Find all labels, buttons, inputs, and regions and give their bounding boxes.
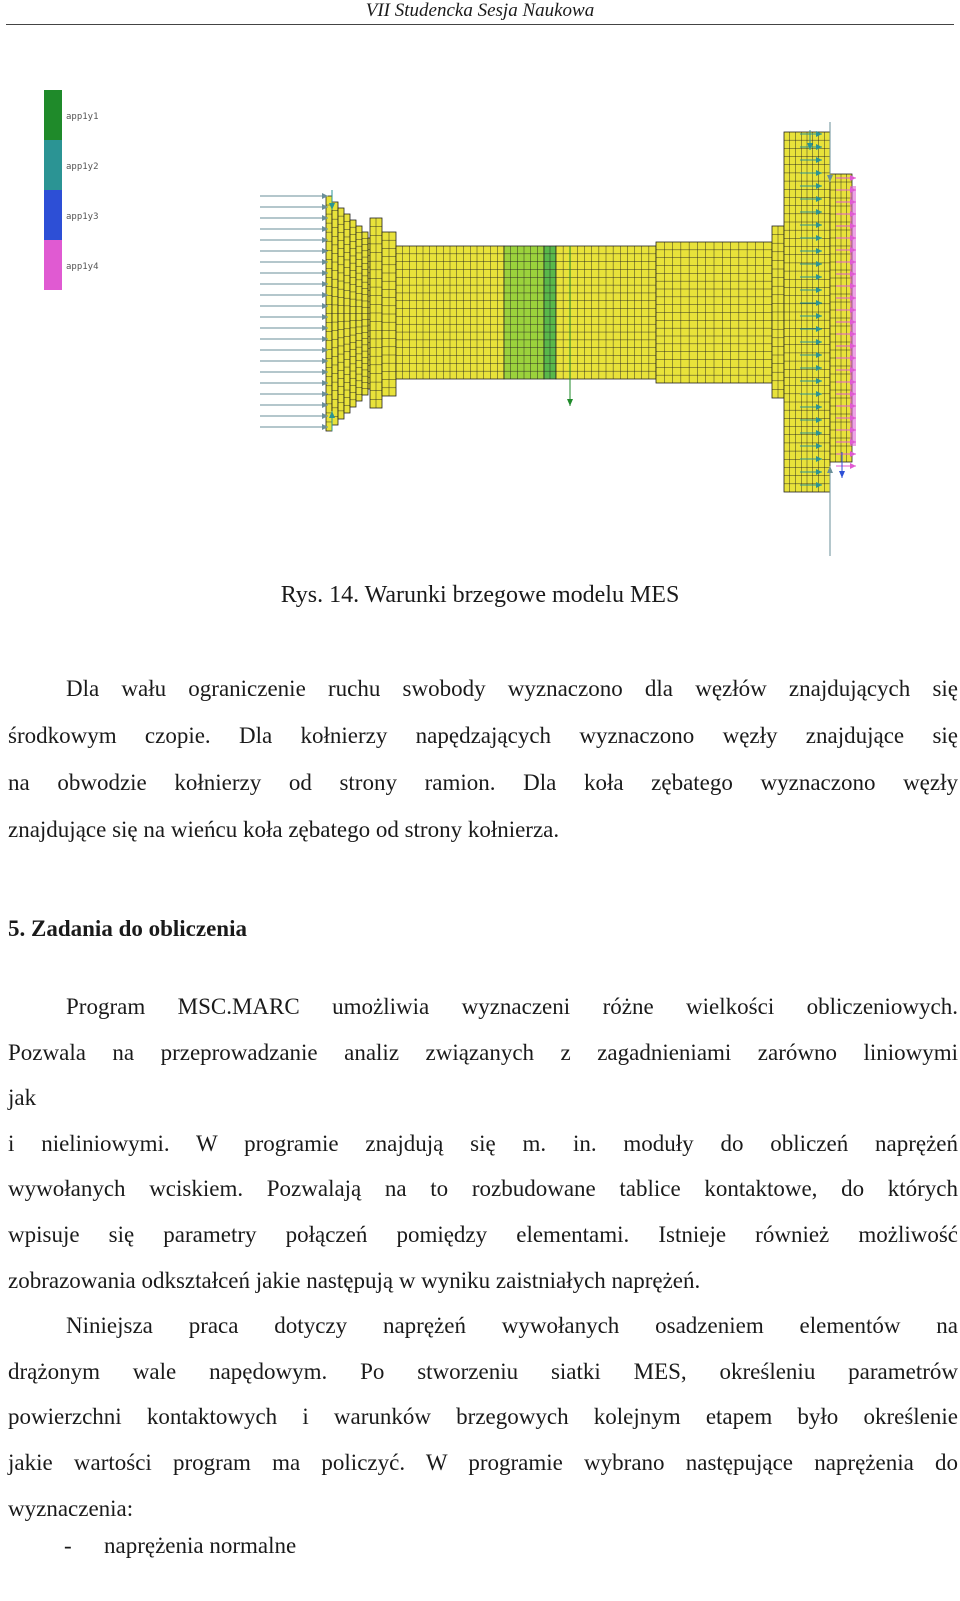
legend-label: app1y1 <box>66 112 99 122</box>
list-bullet: - <box>64 1533 72 1558</box>
figure-caption: Rys. 14. Warunki brzegowe modelu MES <box>280 582 680 608</box>
text-line: Niniejsza praca dotyczy naprężeń wywołanych osadzeniem elementów na <box>66 1313 958 1339</box>
list-item <box>8 1533 296 1559</box>
paragraph-boundary-conditions <box>8 665 958 853</box>
text-line: i nieliniowymi. W programie znajdują się m. in. moduły do obliczeń naprężeń <box>8 1130 958 1156</box>
legend-label: app1y2 <box>66 162 99 172</box>
legend-swatch <box>44 190 62 240</box>
legend-swatch <box>44 140 62 190</box>
legend-swatch <box>44 90 62 140</box>
header-rule <box>6 24 954 25</box>
text-line: na obwodzie kołnierzy od strony ramion. Dla koła zębatego wyznaczono węzły <box>8 770 958 795</box>
list-item-text: naprężenia normalne <box>104 1533 297 1558</box>
section-heading: 5. Zadania do obliczenia <box>8 916 247 941</box>
text-line: wywołanych wciskiem. Pozwalają na to rozbudowane tablice kontaktowe, do których <box>8 1176 958 1202</box>
paragraph-tasks <box>8 984 958 1531</box>
figure-fem-model <box>30 86 890 572</box>
text-line: zobrazowania odkształceń jakie następują w wyniku zaistniałych naprężeń. <box>8 1267 701 1293</box>
text-line: drążonym wale napędowym. Po stworzeniu siatki MES, określeniu parametrów <box>8 1358 958 1384</box>
text-line: Dla wału ograniczenie ruchu swobody wyznaczono dla węzłów znajdujących się <box>66 676 958 701</box>
legend-swatch <box>44 240 62 290</box>
text-line: Pozwala na przeprowadzanie analiz związanych z zagadnieniami zarówno liniowymi <box>8 1039 958 1065</box>
legend-label: app1y4 <box>66 262 99 272</box>
running-header: VII Studencka Sesja Naukowa <box>365 0 595 21</box>
legend-label: app1y3 <box>66 212 99 222</box>
text-line: jak <box>8 1085 37 1111</box>
text-line: wpisuje się parametry połączeń pomiędzy elementami. Istnieje również możliwość <box>8 1221 958 1247</box>
text-line: jakie wartości program ma policzyć. W programie wybrano następujące naprężenia do <box>8 1449 958 1475</box>
text-line: znajdujące się na wieńcu koła zębatego od strony kołnierza. <box>8 817 560 842</box>
text-line: Program MSC.MARC umożliwia wyznaczeni różne wielkości obliczeniowych. <box>66 994 958 1019</box>
text-line: wyznaczenia: <box>8 1495 134 1521</box>
text-line: powierzchni kontaktowych i warunków brzegowych kolejnym etapem było określenie <box>8 1404 958 1430</box>
text-line: środkowym czopie. Dla kołnierzy napędzających wyznaczono węzły znajdujące się <box>8 723 958 748</box>
fem-mesh-drawing <box>30 86 890 572</box>
